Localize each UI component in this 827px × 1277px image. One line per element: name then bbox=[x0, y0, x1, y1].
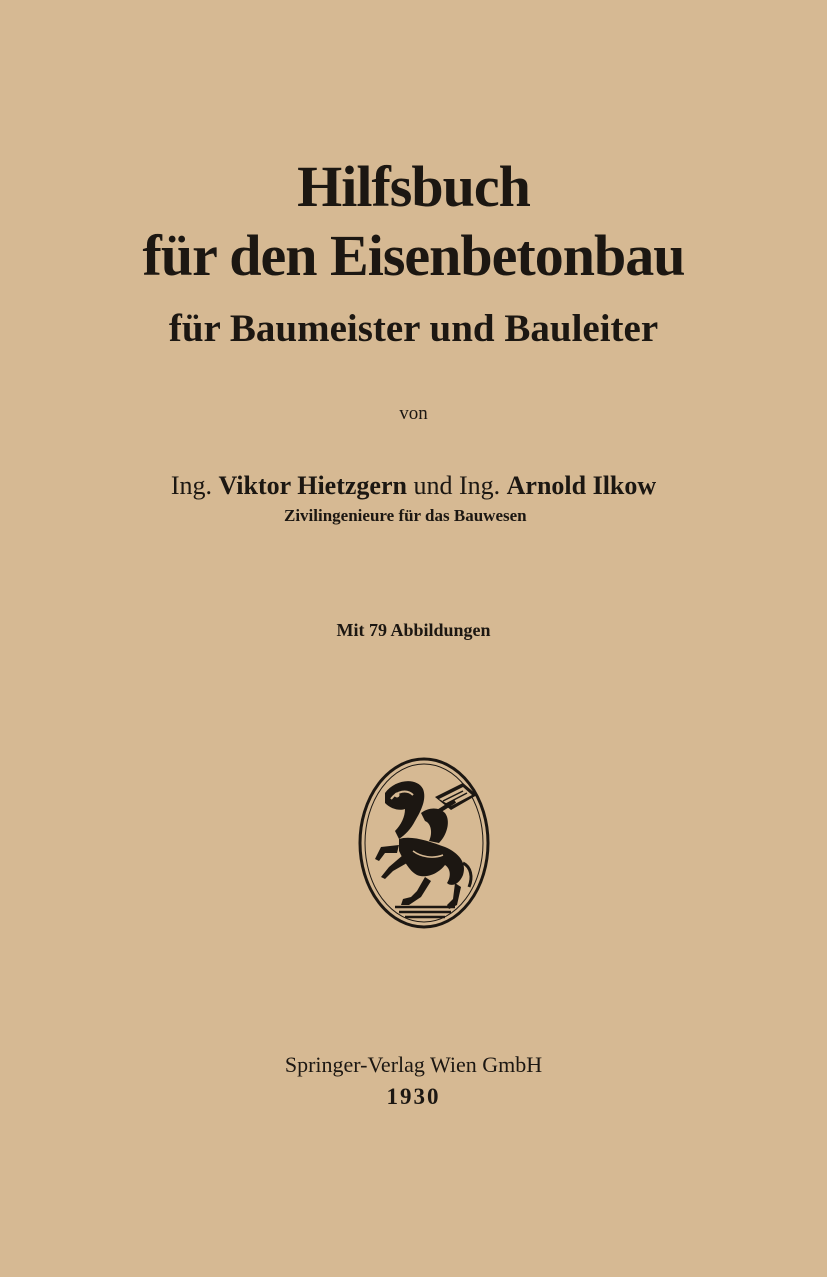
authors-profession: Zivilingenieure für das Bauwesen bbox=[284, 506, 527, 525]
author-2-prefix: Ing. bbox=[458, 471, 501, 500]
author-2-name: Arnold Ilkow bbox=[506, 471, 657, 500]
by-label: von bbox=[399, 403, 428, 424]
book-subtitle: für Baumeister und Bauleiter bbox=[168, 307, 659, 350]
authors-conjunction: und bbox=[413, 471, 453, 500]
book-title-line-1: Hilfsbuch bbox=[297, 154, 530, 219]
author-1-name: Viktor Hietzgern bbox=[218, 471, 407, 500]
author-1-prefix: Ing. bbox=[170, 471, 212, 500]
authors-line bbox=[0, 470, 827, 502]
book-title-line-2: für den Eisenbetonbau bbox=[142, 223, 685, 288]
figures-note: Mit 79 Abbildungen bbox=[336, 620, 491, 640]
publisher-name: Springer-Verlag Wien GmbH bbox=[284, 1052, 543, 1077]
publication-year: 1930 bbox=[386, 1084, 441, 1109]
springer-horse-rider-emblem-icon bbox=[355, 755, 493, 931]
